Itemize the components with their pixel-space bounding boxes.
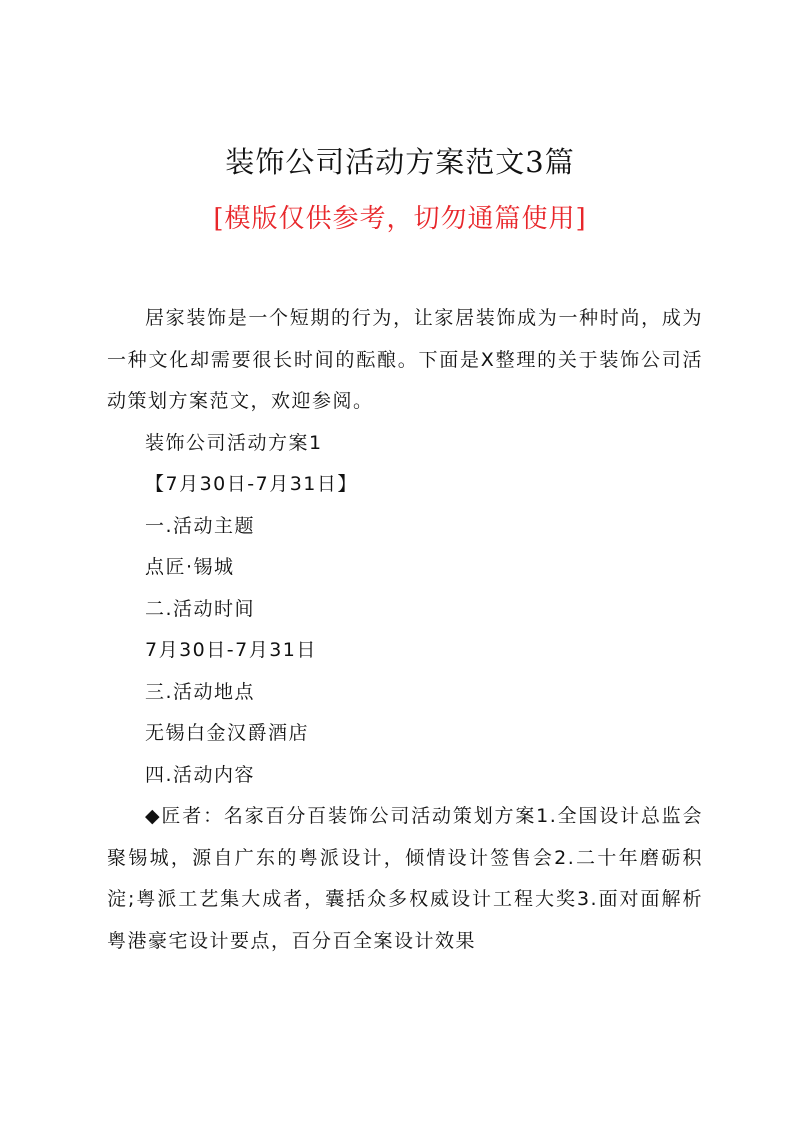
- document-title: 装饰公司活动方案范文3篇: [225, 145, 575, 179]
- date-range-bracketed: 【7月30日-7月31日】: [145, 473, 358, 495]
- intro-paragraph: 居家装饰是一个短期的行为，让家居装饰成为一种时尚，成为一种文化却需要很长时间的酝酿。下面是X整理的关于装饰公司活动策划方案范文，欢迎参阅。: [107, 307, 703, 412]
- section-heading-theme: 一.活动主题: [145, 514, 256, 537]
- section-heading-content: 四.活动内容: [145, 763, 256, 786]
- section-heading-location: 三.活动地点: [145, 680, 256, 703]
- document-body: [107, 298, 703, 962]
- content-paragraph: ◆匠者：名家百分百装饰公司活动策划方案1.全国设计总监会聚锡城，源自广东的粤派设计，倾情设计签售会2.二十年磨砺积淀;粤派工艺集大成者，囊括众多权威设计工程大奖3.面对面解析粤港豪宅设计要点，百分百全案设计效果: [107, 805, 703, 952]
- document-subtitle: [模版仅供参考，切勿通篇使用]: [213, 204, 587, 234]
- section-heading-time: 二.活动时间: [145, 597, 256, 620]
- section-heading-plan-1: 装饰公司活动方案1: [145, 431, 323, 454]
- theme-value: 点匠·锡城: [145, 556, 235, 578]
- time-value: 7月30日-7月31日: [145, 639, 317, 661]
- location-value: 无锡白金汉爵酒店: [145, 722, 310, 744]
